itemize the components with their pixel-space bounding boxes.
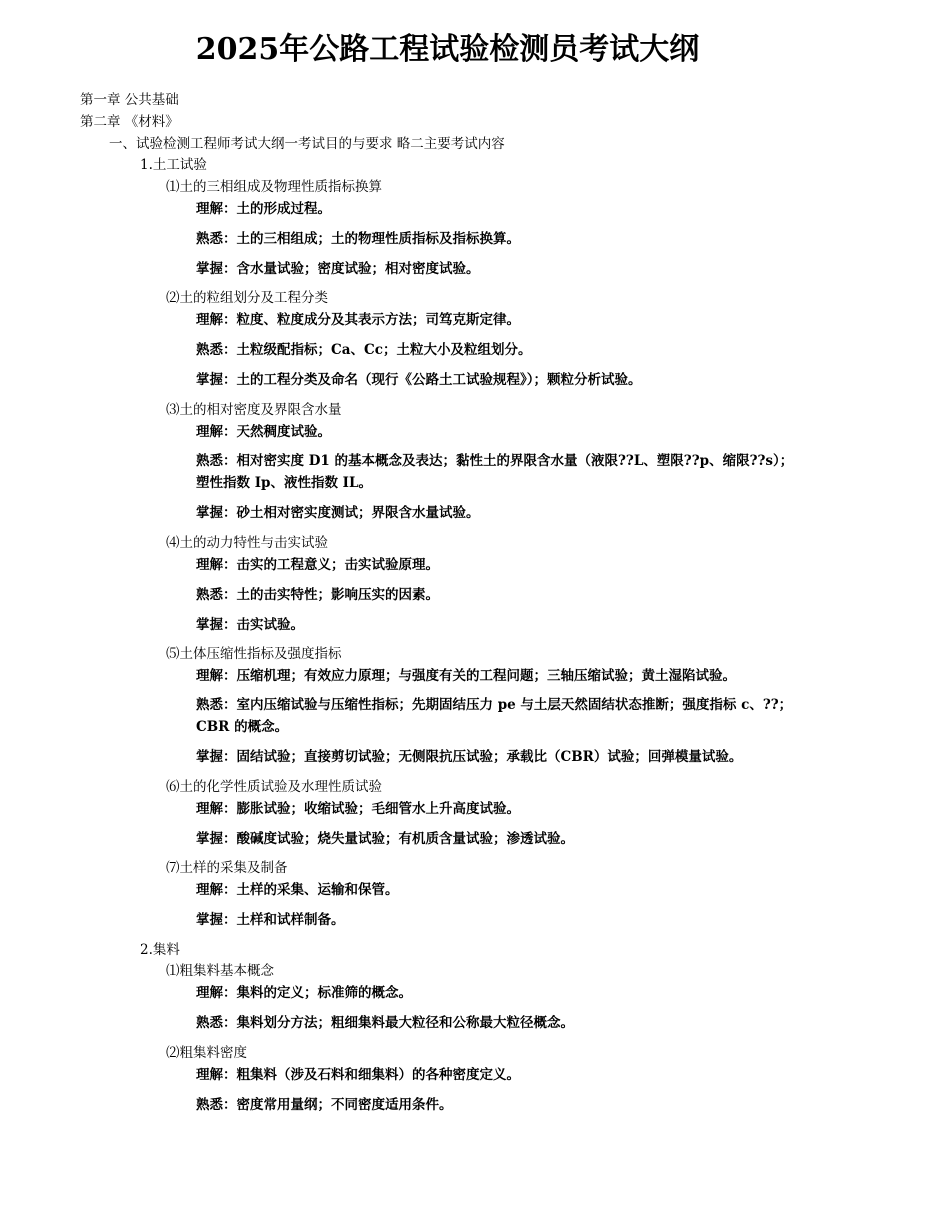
requirement-understand: 理解：天然稠度试验。 [196, 424, 331, 440]
requirement-understand: 理解：击实的工程意义；击实试验原理。 [196, 557, 439, 573]
topic-heading: ⑵粗集料密度 [166, 1045, 247, 1061]
requirement-understand: 理解：粗集料（涉及石料和细集料）的各种密度定义。 [196, 1067, 520, 1083]
requirement-understand: 理解：土样的采集、运输和保管。 [196, 882, 399, 898]
requirement-understand: 理解：膨胀试验；收缩试验；毛细管水上升高度试验。 [196, 801, 520, 817]
section-intro: 一、试验检测工程师考试大纲一考试目的与要求 略二主要考试内容 [109, 136, 505, 152]
requirement-understand: 理解：压缩机理；有效应力原理；与强度有关的工程问题；三轴压缩试验；黄土湿陷试验。 [196, 668, 736, 684]
topic-heading: ⑷土的动力特性与击实试验 [166, 535, 328, 551]
topic-heading: ⑴粗集料基本概念 [166, 963, 274, 979]
requirement-master: 掌握：含水量试验；密度试验；相对密度试验。 [196, 261, 480, 277]
part-heading-soil: 1.土工试验 [140, 157, 207, 173]
page-title: 2025年公路工程试验检测员考试大纲 [195, 32, 700, 67]
chapter-1-heading: 第一章 公共基础 [80, 92, 179, 108]
requirement-familiar: 熟悉：土粒级配指标；Ca、Cc；土粒大小及粒组划分。 [196, 342, 532, 358]
requirement-master: 掌握：土样和试样制备。 [196, 912, 345, 928]
requirement-master: 掌握：砂土相对密实度测试；界限含水量试验。 [196, 505, 480, 521]
requirement-familiar: 熟悉：室内压缩试验与压缩性指标；先期固结压力 pe 与土层天然固结状态推断；强度指标 c、??； [196, 697, 793, 713]
part-heading-aggregate: 2.集料 [140, 942, 180, 958]
chapter-2-heading: 第二章 《材料》 [80, 114, 179, 130]
requirement-master: 掌握：酸碱度试验；烧失量试验；有机质含量试验；渗透试验。 [196, 831, 574, 847]
requirement-familiar: 熟悉：密度常用量纲；不同密度适用条件。 [196, 1097, 453, 1113]
requirement-familiar: 熟悉：土的三相组成；土的物理性质指标及指标换算。 [196, 231, 520, 247]
requirement-understand: 理解：集料的定义；标准筛的概念。 [196, 985, 412, 1001]
requirement-understand: 理解：土的形成过程。 [196, 201, 331, 217]
topic-heading: ⑵土的粒组划分及工程分类 [166, 290, 328, 306]
requirement-familiar-continued: CBR 的概念。 [196, 719, 289, 735]
topic-heading: ⑶土的相对密度及界限含水量 [166, 402, 342, 418]
topic-heading: ⑺土样的采集及制备 [166, 860, 288, 876]
topic-heading: ⑸土体压缩性指标及强度指标 [166, 646, 342, 662]
requirement-master: 掌握：土的工程分类及命名（现行《公路土工试验规程》）；颗粒分析试验。 [196, 372, 642, 388]
topic-heading: ⑴土的三相组成及物理性质指标换算 [166, 179, 382, 195]
requirement-understand: 理解：粒度、粒度成分及其表示方法；司笃克斯定律。 [196, 312, 520, 328]
requirement-master: 掌握：击实试验。 [196, 617, 304, 633]
requirement-familiar: 熟悉：土的击实特性；影响压实的因素。 [196, 587, 439, 603]
requirement-familiar: 熟悉：集料划分方法；粗细集料最大粒径和公称最大粒径概念。 [196, 1015, 574, 1031]
topic-heading: ⑹土的化学性质试验及水理性质试验 [166, 779, 382, 795]
requirement-familiar-continued: 塑性指数 Ip、液性指数 IL。 [196, 475, 372, 491]
requirement-familiar: 熟悉：相对密实度 D1 的基本概念及表达；黏性土的界限含水量（液限??L、塑限??p、缩限??s）； [196, 453, 794, 469]
requirement-master: 掌握：固结试验；直接剪切试验；无侧限抗压试验；承载比（CBR）试验；回弹模量试验。 [196, 749, 743, 765]
